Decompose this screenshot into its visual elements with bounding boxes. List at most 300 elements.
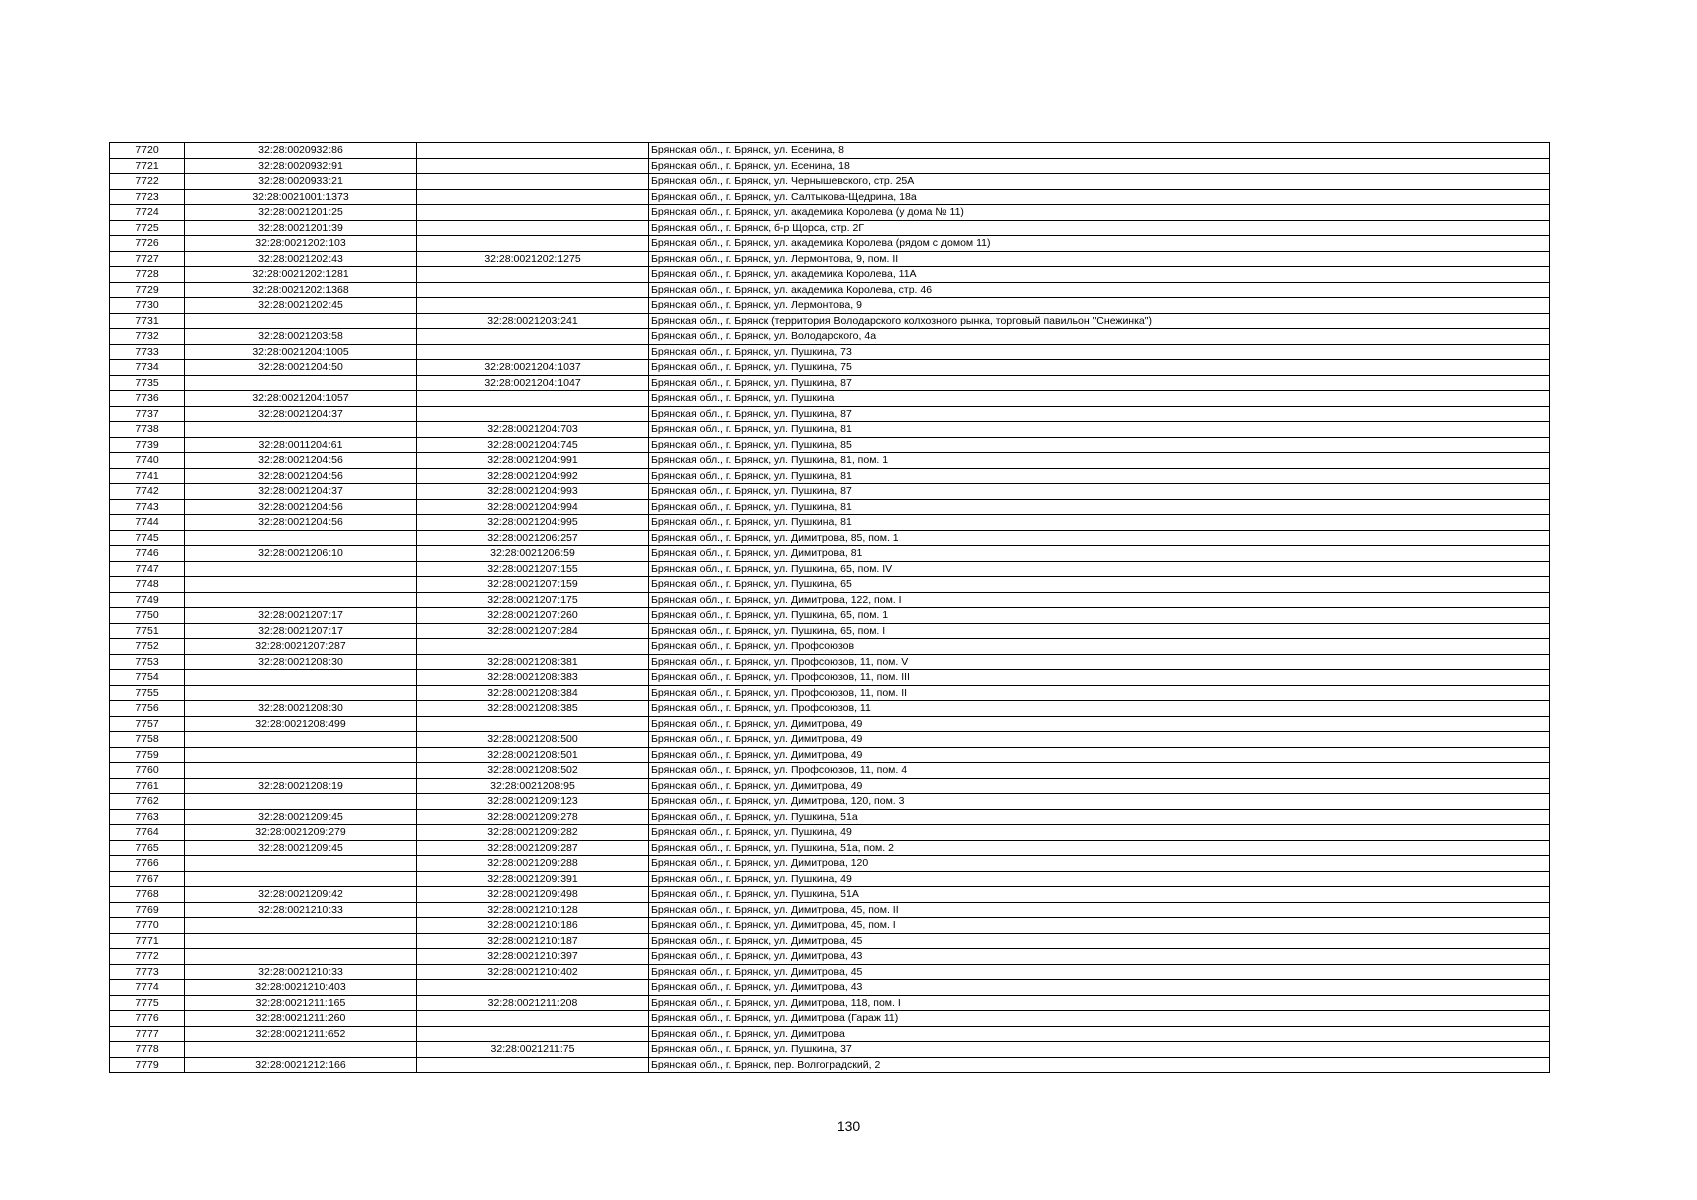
address-cell: Брянская обл., г. Брянск, ул. Пушкина, 81 — [649, 422, 1550, 438]
table-row — [110, 608, 1550, 624]
object-cadastral-cell: 32:28:0021211:208 — [417, 995, 649, 1011]
table-row — [110, 856, 1550, 872]
land-cadastral-cell — [185, 732, 417, 748]
address-cell: Брянская обл., г. Брянск, ул. Димитрова, 122, пом. I — [649, 592, 1550, 608]
object-cadastral-cell: 32:28:0021208:502 — [417, 763, 649, 779]
table-row — [110, 995, 1550, 1011]
row-number-cell: 7730 — [110, 298, 185, 314]
object-cadastral-cell: 32:28:0021204:1047 — [417, 375, 649, 391]
object-cadastral-cell: 32:28:0021204:994 — [417, 499, 649, 515]
table-row — [110, 794, 1550, 810]
object-cadastral-cell: 32:28:0021211:75 — [417, 1042, 649, 1058]
object-cadastral-cell: 32:28:0021210:397 — [417, 949, 649, 965]
address-cell: Брянская обл., г. Брянск, ул. Лермонтова, 9 — [649, 298, 1550, 314]
land-cadastral-cell — [185, 577, 417, 593]
row-number-cell: 7733 — [110, 344, 185, 360]
address-cell: Брянская обл., г. Брянск, ул. Пушкина, 87 — [649, 375, 1550, 391]
object-cadastral-cell — [417, 267, 649, 283]
row-number-cell: 7756 — [110, 701, 185, 717]
land-cadastral-cell: 32:28:0021212:166 — [185, 1057, 417, 1073]
address-cell: Брянская обл., г. Брянск, ул. Пушкина, 81 — [649, 499, 1550, 515]
land-cadastral-cell: 32:28:0021204:56 — [185, 453, 417, 469]
table-row — [110, 763, 1550, 779]
land-cadastral-cell: 32:28:0021209:45 — [185, 840, 417, 856]
object-cadastral-cell: 32:28:0021207:284 — [417, 623, 649, 639]
address-cell: Брянская обл., г. Брянск, ул. Пушкина, 73 — [649, 344, 1550, 360]
table-row — [110, 530, 1550, 546]
table-row — [110, 701, 1550, 717]
address-cell: Брянская обл., г. Брянск, ул. Есенина, 18 — [649, 158, 1550, 174]
row-number-cell: 7776 — [110, 1011, 185, 1027]
address-cell: Брянская обл., г. Брянск, ул. Пушкина, 81 — [649, 468, 1550, 484]
land-cadastral-cell — [185, 313, 417, 329]
object-cadastral-cell — [417, 1026, 649, 1042]
row-number-cell: 7728 — [110, 267, 185, 283]
address-cell: Брянская обл., г. Брянск, ул. Пушкина, 65, пом. IV — [649, 561, 1550, 577]
row-number-cell: 7742 — [110, 484, 185, 500]
row-number-cell: 7752 — [110, 639, 185, 655]
row-number-cell: 7760 — [110, 763, 185, 779]
row-number-cell: 7767 — [110, 871, 185, 887]
row-number-cell: 7734 — [110, 360, 185, 376]
object-cadastral-cell: 32:28:0021204:991 — [417, 453, 649, 469]
object-cadastral-cell: 32:28:0021208:95 — [417, 778, 649, 794]
object-cadastral-cell: 32:28:0021207:175 — [417, 592, 649, 608]
object-cadastral-cell — [417, 980, 649, 996]
row-number-cell: 7720 — [110, 143, 185, 159]
land-cadastral-cell — [185, 949, 417, 965]
table-row — [110, 499, 1550, 515]
row-number-cell: 7747 — [110, 561, 185, 577]
table-row — [110, 918, 1550, 934]
row-number-cell: 7746 — [110, 546, 185, 562]
table-row — [110, 949, 1550, 965]
object-cadastral-cell: 32:28:0021209:278 — [417, 809, 649, 825]
land-cadastral-cell: 32:28:0021204:37 — [185, 484, 417, 500]
row-number-cell: 7751 — [110, 623, 185, 639]
land-cadastral-cell: 32:28:0021206:10 — [185, 546, 417, 562]
table-row — [110, 406, 1550, 422]
table-row — [110, 716, 1550, 732]
object-cadastral-cell: 32:28:0021208:384 — [417, 685, 649, 701]
row-number-cell: 7770 — [110, 918, 185, 934]
object-cadastral-cell — [417, 298, 649, 314]
object-cadastral-cell: 32:28:0021209:282 — [417, 825, 649, 841]
land-cadastral-cell: 32:28:0021204:56 — [185, 499, 417, 515]
address-cell: Брянская обл., г. Брянск, ул. Димитрова, 49 — [649, 747, 1550, 763]
row-number-cell: 7745 — [110, 530, 185, 546]
address-cell: Брянская обл., г. Брянск, ул. Пушкина, 87 — [649, 484, 1550, 500]
table-row — [110, 174, 1550, 190]
object-cadastral-cell: 32:28:0021202:1275 — [417, 251, 649, 267]
table-row — [110, 964, 1550, 980]
object-cadastral-cell: 32:28:0021206:59 — [417, 546, 649, 562]
table-row — [110, 840, 1550, 856]
land-cadastral-cell — [185, 422, 417, 438]
table-row — [110, 282, 1550, 298]
address-cell: Брянская обл., г. Брянск, ул. Димитрова, 49 — [649, 732, 1550, 748]
row-number-cell: 7753 — [110, 654, 185, 670]
address-cell: Брянская обл., г. Брянск, ул. Пушкина, 51а, пом. 2 — [649, 840, 1550, 856]
object-cadastral-cell — [417, 189, 649, 205]
object-cadastral-cell — [417, 344, 649, 360]
address-cell: Брянская обл., г. Брянск, ул. Пушкина — [649, 391, 1550, 407]
land-cadastral-cell — [185, 871, 417, 887]
land-cadastral-cell: 32:28:0020933:21 — [185, 174, 417, 190]
land-cadastral-cell: 32:28:0021211:260 — [185, 1011, 417, 1027]
address-cell: Брянская обл., г. Брянск, ул. Пушкина, 37 — [649, 1042, 1550, 1058]
address-cell: Брянская обл., г. Брянск, ул. академика Королева, стр. 46 — [649, 282, 1550, 298]
address-cell: Брянская обл., г. Брянск, ул. Димитрова, 45 — [649, 933, 1550, 949]
row-number-cell: 7748 — [110, 577, 185, 593]
table-row — [110, 902, 1550, 918]
object-cadastral-cell: 32:28:0021204:992 — [417, 468, 649, 484]
table-row — [110, 747, 1550, 763]
table-row — [110, 732, 1550, 748]
table-row — [110, 685, 1550, 701]
address-cell: Брянская обл., г. Брянск, ул. Профсоюзов, 11, пом. V — [649, 654, 1550, 670]
land-cadastral-cell: 32:28:0021210:403 — [185, 980, 417, 996]
row-number-cell: 7738 — [110, 422, 185, 438]
table-row — [110, 546, 1550, 562]
table-row — [110, 484, 1550, 500]
table-row — [110, 623, 1550, 639]
table-row — [110, 453, 1550, 469]
object-cadastral-cell — [417, 329, 649, 345]
object-cadastral-cell — [417, 1011, 649, 1027]
land-cadastral-cell: 32:28:0021202:45 — [185, 298, 417, 314]
object-cadastral-cell: 32:28:0021207:260 — [417, 608, 649, 624]
row-number-cell: 7725 — [110, 220, 185, 236]
object-cadastral-cell: 32:28:0021208:385 — [417, 701, 649, 717]
address-cell: Брянская обл., г. Брянск, ул. Димитрова, 45, пом. I — [649, 918, 1550, 934]
address-cell: Брянская обл., г. Брянск, ул. Салтыкова-Щедрина, 18а — [649, 189, 1550, 205]
table-row — [110, 515, 1550, 531]
address-cell: Брянская обл., г. Брянск, ул. Пушкина, 87 — [649, 406, 1550, 422]
row-number-cell: 7724 — [110, 205, 185, 221]
row-number-cell: 7740 — [110, 453, 185, 469]
object-cadastral-cell: 32:28:0021208:383 — [417, 670, 649, 686]
table-row — [110, 825, 1550, 841]
table-row — [110, 236, 1550, 252]
address-cell: Брянская обл., г. Брянск, ул. Димитрова, 43 — [649, 980, 1550, 996]
table-row — [110, 205, 1550, 221]
land-cadastral-cell: 32:28:0021208:499 — [185, 716, 417, 732]
land-cadastral-cell: 32:28:0021209:45 — [185, 809, 417, 825]
address-cell: Брянская обл., г. Брянск, ул. Димитрова, 43 — [649, 949, 1550, 965]
object-cadastral-cell — [417, 391, 649, 407]
object-cadastral-cell — [417, 143, 649, 159]
row-number-cell: 7769 — [110, 902, 185, 918]
land-cadastral-cell — [185, 685, 417, 701]
land-cadastral-cell: 32:28:0021001:1373 — [185, 189, 417, 205]
land-cadastral-cell — [185, 561, 417, 577]
row-number-cell: 7774 — [110, 980, 185, 996]
object-cadastral-cell: 32:28:0021207:159 — [417, 577, 649, 593]
address-cell: Брянская обл., г. Брянск, ул. Димитрова, 118, пом. I — [649, 995, 1550, 1011]
row-number-cell: 7722 — [110, 174, 185, 190]
table-row — [110, 592, 1550, 608]
address-cell: Брянская обл., г. Брянск, ул. Пушкина, 51а — [649, 809, 1550, 825]
address-cell: Брянская обл., г. Брянск, ул. Пушкина, 49 — [649, 871, 1550, 887]
row-number-cell: 7778 — [110, 1042, 185, 1058]
table-row — [110, 267, 1550, 283]
land-cadastral-cell: 32:28:0021211:652 — [185, 1026, 417, 1042]
address-cell: Брянская обл., г. Брянск, ул. Димитрова, 120, пом. 3 — [649, 794, 1550, 810]
row-number-cell: 7757 — [110, 716, 185, 732]
land-cadastral-cell — [185, 794, 417, 810]
address-cell: Брянская обл., г. Брянск, ул. Профсоюзов, 11, пом. III — [649, 670, 1550, 686]
object-cadastral-cell — [417, 639, 649, 655]
table-row — [110, 980, 1550, 996]
object-cadastral-cell: 32:28:0021204:703 — [417, 422, 649, 438]
object-cadastral-cell: 32:28:0021203:241 — [417, 313, 649, 329]
table-row — [110, 887, 1550, 903]
table-row — [110, 1042, 1550, 1058]
registry-table — [109, 142, 1550, 1073]
object-cadastral-cell: 32:28:0021204:745 — [417, 437, 649, 453]
land-cadastral-cell: 32:28:0021202:1368 — [185, 282, 417, 298]
address-cell: Брянская обл., г. Брянск, ул. Димитрова, 85, пом. 1 — [649, 530, 1550, 546]
address-cell: Брянская обл., г. Брянск, ул. Димитрова, 81 — [649, 546, 1550, 562]
address-cell: Брянская обл., г. Брянск, б-р Щорса, стр. 2Г — [649, 220, 1550, 236]
table-row — [110, 422, 1550, 438]
object-cadastral-cell — [417, 716, 649, 732]
land-cadastral-cell — [185, 918, 417, 934]
land-cadastral-cell: 32:28:0021201:25 — [185, 205, 417, 221]
object-cadastral-cell: 32:28:0021209:498 — [417, 887, 649, 903]
land-cadastral-cell — [185, 856, 417, 872]
table-row — [110, 468, 1550, 484]
address-cell: Брянская обл., г. Брянск, ул. Димитрова (Гараж 11) — [649, 1011, 1550, 1027]
land-cadastral-cell: 32:28:0021202:43 — [185, 251, 417, 267]
land-cadastral-cell: 32:28:0021201:39 — [185, 220, 417, 236]
row-number-cell: 7731 — [110, 313, 185, 329]
table-row — [110, 809, 1550, 825]
table-row — [110, 654, 1550, 670]
row-number-cell: 7765 — [110, 840, 185, 856]
row-number-cell: 7775 — [110, 995, 185, 1011]
address-cell: Брянская обл., г. Брянск (территория Володарского колхозного рынка, торговый павильон "Снежинка") — [649, 313, 1550, 329]
table-row — [110, 1026, 1550, 1042]
address-cell: Брянская обл., г. Брянск, ул. Пушкина, 49 — [649, 825, 1550, 841]
address-cell: Брянская обл., г. Брянск, ул. академика Королева (рядом с домом 11) — [649, 236, 1550, 252]
land-cadastral-cell: 32:28:0021204:1057 — [185, 391, 417, 407]
land-cadastral-cell — [185, 1042, 417, 1058]
row-number-cell: 7739 — [110, 437, 185, 453]
row-number-cell: 7771 — [110, 933, 185, 949]
row-number-cell: 7779 — [110, 1057, 185, 1073]
object-cadastral-cell: 32:28:0021210:402 — [417, 964, 649, 980]
row-number-cell: 7749 — [110, 592, 185, 608]
address-cell: Брянская обл., г. Брянск, ул. Володарского, 4а — [649, 329, 1550, 345]
row-number-cell: 7736 — [110, 391, 185, 407]
object-cadastral-cell: 32:28:0021204:995 — [417, 515, 649, 531]
address-cell: Брянская обл., г. Брянск, ул. Пушкина, 81 — [649, 515, 1550, 531]
land-cadastral-cell: 32:28:0021202:103 — [185, 236, 417, 252]
object-cadastral-cell — [417, 406, 649, 422]
object-cadastral-cell: 32:28:0021209:391 — [417, 871, 649, 887]
object-cadastral-cell: 32:28:0021209:287 — [417, 840, 649, 856]
address-cell: Брянская обл., г. Брянск, ул. Димитрова, 120 — [649, 856, 1550, 872]
row-number-cell: 7759 — [110, 747, 185, 763]
row-number-cell: 7777 — [110, 1026, 185, 1042]
land-cadastral-cell — [185, 670, 417, 686]
address-cell: Брянская обл., г. Брянск, ул. Есенина, 8 — [649, 143, 1550, 159]
land-cadastral-cell: 32:28:0021208:19 — [185, 778, 417, 794]
object-cadastral-cell: 32:28:0021208:501 — [417, 747, 649, 763]
row-number-cell: 7727 — [110, 251, 185, 267]
address-cell: Брянская обл., г. Брянск, ул. Пушкина, 75 — [649, 360, 1550, 376]
row-number-cell: 7729 — [110, 282, 185, 298]
land-cadastral-cell — [185, 375, 417, 391]
address-cell: Брянская обл., г. Брянск, ул. Пушкина, 65 — [649, 577, 1550, 593]
row-number-cell: 7743 — [110, 499, 185, 515]
object-cadastral-cell — [417, 1057, 649, 1073]
object-cadastral-cell: 32:28:0021210:186 — [417, 918, 649, 934]
land-cadastral-cell — [185, 747, 417, 763]
row-number-cell: 7763 — [110, 809, 185, 825]
table-row — [110, 375, 1550, 391]
row-number-cell: 7754 — [110, 670, 185, 686]
object-cadastral-cell: 32:28:0021204:1037 — [417, 360, 649, 376]
address-cell: Брянская обл., г. Брянск, ул. Профсоюзов, 11 — [649, 701, 1550, 717]
land-cadastral-cell: 32:28:0021204:50 — [185, 360, 417, 376]
land-cadastral-cell — [185, 933, 417, 949]
row-number-cell: 7735 — [110, 375, 185, 391]
address-cell: Брянская обл., г. Брянск, ул. Димитрова, 45 — [649, 964, 1550, 980]
address-cell: Брянская обл., г. Брянск, ул. Лермонтова, 9, пом. II — [649, 251, 1550, 267]
address-cell: Брянская обл., г. Брянск, ул. Профсоюзов — [649, 639, 1550, 655]
row-number-cell: 7773 — [110, 964, 185, 980]
land-cadastral-cell: 32:28:0021210:33 — [185, 964, 417, 980]
table-row — [110, 360, 1550, 376]
table-row — [110, 143, 1550, 159]
land-cadastral-cell: 32:28:0021207:287 — [185, 639, 417, 655]
land-cadastral-cell — [185, 592, 417, 608]
row-number-cell: 7744 — [110, 515, 185, 531]
address-cell: Брянская обл., г. Брянск, ул. Пушкина, 81, пом. 1 — [649, 453, 1550, 469]
land-cadastral-cell: 32:28:0021204:37 — [185, 406, 417, 422]
table-row — [110, 251, 1550, 267]
land-cadastral-cell: 32:28:0021207:17 — [185, 623, 417, 639]
land-cadastral-cell: 32:28:0021203:58 — [185, 329, 417, 345]
land-cadastral-cell: 32:28:0021204:1005 — [185, 344, 417, 360]
table-row — [110, 639, 1550, 655]
address-cell: Брянская обл., г. Брянск, ул. Пушкина, 65, пом. 1 — [649, 608, 1550, 624]
land-cadastral-cell: 32:28:0021202:1281 — [185, 267, 417, 283]
table-row — [110, 778, 1550, 794]
page-number: 130 — [836, 1118, 861, 1134]
object-cadastral-cell — [417, 174, 649, 190]
row-number-cell: 7762 — [110, 794, 185, 810]
row-number-cell: 7766 — [110, 856, 185, 872]
table-row — [110, 189, 1550, 205]
table-row — [110, 344, 1550, 360]
table-row — [110, 329, 1550, 345]
object-cadastral-cell: 32:28:0021210:187 — [417, 933, 649, 949]
land-cadastral-cell: 32:28:0021208:30 — [185, 654, 417, 670]
object-cadastral-cell — [417, 282, 649, 298]
row-number-cell: 7737 — [110, 406, 185, 422]
row-number-cell: 7768 — [110, 887, 185, 903]
row-number-cell: 7741 — [110, 468, 185, 484]
land-cadastral-cell — [185, 763, 417, 779]
land-cadastral-cell: 32:28:0020932:91 — [185, 158, 417, 174]
row-number-cell: 7732 — [110, 329, 185, 345]
land-cadastral-cell: 32:28:0021209:42 — [185, 887, 417, 903]
object-cadastral-cell: 32:28:0021210:128 — [417, 902, 649, 918]
table-row — [110, 158, 1550, 174]
table-row — [110, 313, 1550, 329]
land-cadastral-cell: 32:28:0021204:56 — [185, 515, 417, 531]
registry-table-body — [110, 143, 1550, 1073]
row-number-cell: 7726 — [110, 236, 185, 252]
object-cadastral-cell: 32:28:0021209:288 — [417, 856, 649, 872]
object-cadastral-cell: 32:28:0021208:500 — [417, 732, 649, 748]
address-cell: Брянская обл., г. Брянск, ул. Димитрова, 49 — [649, 778, 1550, 794]
land-cadastral-cell: 32:28:0021204:56 — [185, 468, 417, 484]
address-cell: Брянская обл., г. Брянск, ул. Димитрова, 45, пом. II — [649, 902, 1550, 918]
table-row — [110, 391, 1550, 407]
row-number-cell: 7721 — [110, 158, 185, 174]
land-cadastral-cell: 32:28:0021208:30 — [185, 701, 417, 717]
land-cadastral-cell — [185, 530, 417, 546]
land-cadastral-cell: 32:28:0021211:165 — [185, 995, 417, 1011]
row-number-cell: 7764 — [110, 825, 185, 841]
table-row — [110, 1057, 1550, 1073]
row-number-cell: 7761 — [110, 778, 185, 794]
object-cadastral-cell — [417, 236, 649, 252]
address-cell: Брянская обл., г. Брянск, ул. Профсоюзов, 11, пом. II — [649, 685, 1550, 701]
address-cell: Брянская обл., г. Брянск, ул. Чернышевского, стр. 25А — [649, 174, 1550, 190]
row-number-cell: 7750 — [110, 608, 185, 624]
row-number-cell: 7755 — [110, 685, 185, 701]
address-cell: Брянская обл., г. Брянск, ул. Профсоюзов, 11, пом. 4 — [649, 763, 1550, 779]
object-cadastral-cell: 32:28:0021204:993 — [417, 484, 649, 500]
table-row — [110, 220, 1550, 236]
table-row — [110, 670, 1550, 686]
table-row — [110, 933, 1550, 949]
table-row — [110, 298, 1550, 314]
table-row — [110, 871, 1550, 887]
row-number-cell: 7758 — [110, 732, 185, 748]
table-row — [110, 437, 1550, 453]
row-number-cell: 7723 — [110, 189, 185, 205]
table-row — [110, 1011, 1550, 1027]
address-cell: Брянская обл., г. Брянск, ул. Пушкина, 65, пом. I — [649, 623, 1550, 639]
address-cell: Брянская обл., г. Брянск, ул. Пушкина, 51А — [649, 887, 1550, 903]
address-cell: Брянская обл., г. Брянск, ул. Димитрова, 49 — [649, 716, 1550, 732]
object-cadastral-cell: 32:28:0021208:381 — [417, 654, 649, 670]
object-cadastral-cell: 32:28:0021206:257 — [417, 530, 649, 546]
table-row — [110, 561, 1550, 577]
row-number-cell: 7772 — [110, 949, 185, 965]
address-cell: Брянская обл., г. Брянск, ул. академика Королева (у дома № 11) — [649, 205, 1550, 221]
table-row — [110, 577, 1550, 593]
object-cadastral-cell: 32:28:0021207:155 — [417, 561, 649, 577]
object-cadastral-cell — [417, 220, 649, 236]
address-cell: Брянская обл., г. Брянск, ул. академика Королева, 11А — [649, 267, 1550, 283]
address-cell: Брянская обл., г. Брянск, ул. Димитрова — [649, 1026, 1550, 1042]
land-cadastral-cell: 32:28:0021210:33 — [185, 902, 417, 918]
address-cell: Брянская обл., г. Брянск, ул. Пушкина, 85 — [649, 437, 1550, 453]
land-cadastral-cell: 32:28:0011204:61 — [185, 437, 417, 453]
object-cadastral-cell — [417, 205, 649, 221]
address-cell: Брянская обл., г. Брянск, пер. Волгоградский, 2 — [649, 1057, 1550, 1073]
land-cadastral-cell: 32:28:0021207:17 — [185, 608, 417, 624]
land-cadastral-cell: 32:28:0021209:279 — [185, 825, 417, 841]
